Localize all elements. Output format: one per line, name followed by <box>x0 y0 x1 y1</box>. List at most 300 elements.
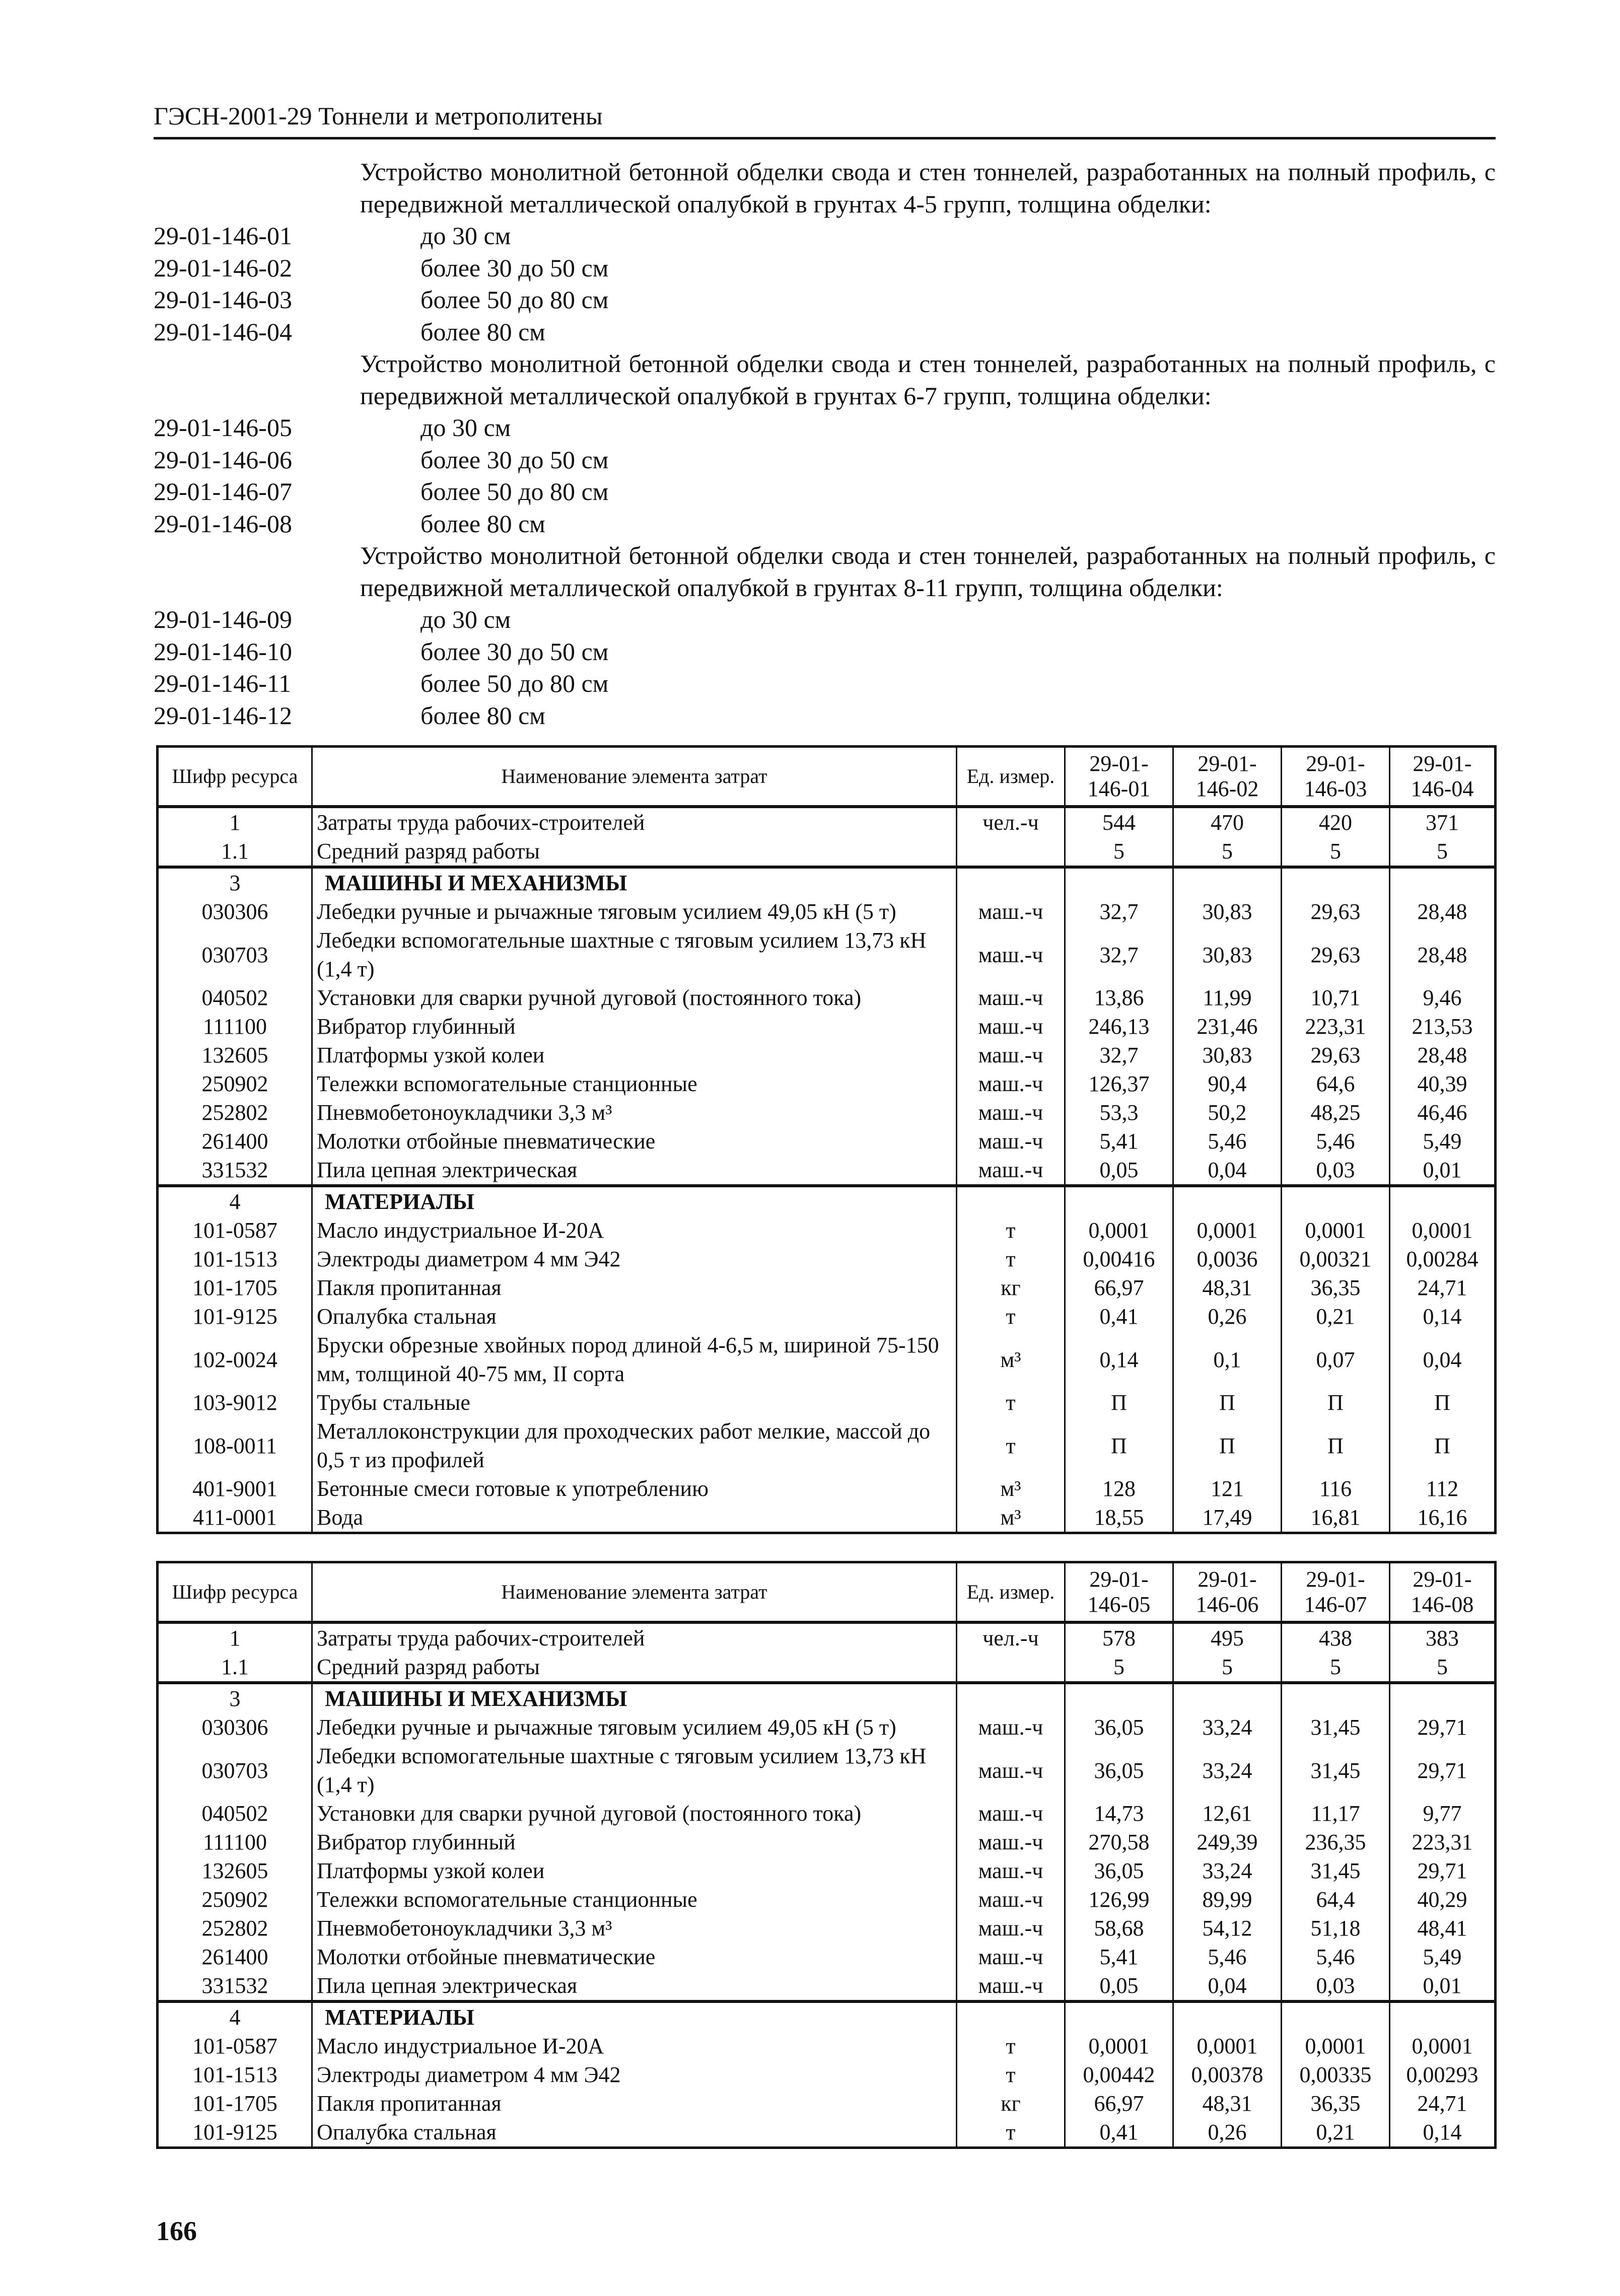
norm-value: 30,83 <box>1173 926 1282 983</box>
header-unit: Ед. измер. <box>957 1562 1065 1623</box>
unit: кг <box>957 1273 1065 1302</box>
norm-value: 0,14 <box>1390 1302 1496 1331</box>
norm-value: 12,61 <box>1173 1799 1282 1828</box>
table-row <box>158 983 1496 1012</box>
table-row <box>158 897 1496 926</box>
norm-value: 29,63 <box>1282 926 1390 983</box>
table-row <box>158 2032 1496 2060</box>
norm-value: 0,00416 <box>1065 1245 1173 1273</box>
norm-value: 249,39 <box>1173 1828 1282 1856</box>
norm-value: 5,49 <box>1390 1127 1496 1156</box>
norm-thickness-label: более 30 до 50 см <box>420 445 609 474</box>
norm-value: 5,46 <box>1173 1127 1282 1156</box>
cost-element-name: Лебедки вспомогательные шахтные с тяговым усилием 13,73 кН (1,4 т) <box>312 1742 957 1799</box>
norm-value: 33,24 <box>1173 1856 1282 1885</box>
cost-element-name: Лебедки вспомогательные шахтные с тяговым усилием 13,73 кН (1,4 т) <box>312 926 957 983</box>
norm-value: 48,31 <box>1173 1273 1282 1302</box>
norm-value: 36,05 <box>1065 1713 1173 1742</box>
unit: маш.-ч <box>957 1069 1065 1098</box>
cost-element-name: Молотки отбойные пневматические <box>312 1943 957 1971</box>
unit <box>957 2001 1065 2032</box>
norm-code: 29-01-146-03 <box>154 285 292 314</box>
norm-value: 5,49 <box>1390 1943 1496 1971</box>
norm-value: 48,41 <box>1390 1914 1496 1943</box>
norm-value <box>1282 867 1390 897</box>
table-row <box>158 2060 1496 2089</box>
unit: маш.-ч <box>957 897 1065 926</box>
resource-code: 250902 <box>158 1069 312 1098</box>
norm-value: 36,35 <box>1282 1273 1390 1302</box>
norm-value: 28,48 <box>1390 926 1496 983</box>
table-row <box>158 926 1496 983</box>
norm-value: 0,0001 <box>1065 1216 1173 1245</box>
norm-value: 0,00378 <box>1173 2060 1282 2089</box>
cost-element-name: Пила цепная электрическая <box>312 1971 957 2001</box>
page-number: 166 <box>156 2216 197 2246</box>
norm-thickness-label: более 50 до 80 см <box>420 285 609 314</box>
norm-value: 29,63 <box>1282 1041 1390 1069</box>
table-row <box>158 1127 1496 1156</box>
cost-element-name: Платформы узкой колеи <box>312 1041 957 1069</box>
norm-value: 28,48 <box>1390 897 1496 926</box>
norm-value <box>1390 867 1496 897</box>
norm-value: П <box>1390 1388 1496 1417</box>
table-row <box>158 1098 1496 1127</box>
header-cost-element-name: Наименование элемента затрат <box>312 747 957 807</box>
norm-value: 66,97 <box>1065 1273 1173 1302</box>
norm-code: 29-01-146-04 <box>154 317 292 346</box>
norm-value: 18,55 <box>1065 1503 1173 1533</box>
table-row <box>158 1943 1496 1971</box>
norm-value: 32,7 <box>1065 897 1173 926</box>
resource-code: 101-1705 <box>158 1273 312 1302</box>
norm-value: 36,05 <box>1065 1742 1173 1799</box>
cost-element-name: Средний разряд работы <box>312 1653 957 1683</box>
table-row <box>158 837 1496 867</box>
norm-item <box>154 284 1496 316</box>
norm-value: П <box>1173 1417 1282 1474</box>
unit <box>957 867 1065 897</box>
norm-value: 31,45 <box>1282 1713 1390 1742</box>
cost-element-name: Бетонные смеси готовые к употреблению <box>312 1474 957 1503</box>
norm-value: 383 <box>1390 1622 1496 1653</box>
table-row <box>158 1653 1496 1683</box>
cost-element-name: МАШИНЫ И МЕХАНИЗМЫ <box>312 1683 957 1713</box>
table-row <box>158 1417 1496 1474</box>
cost-element-name: Масло индустриальное И-20А <box>312 2032 957 2060</box>
resource-code: 102-0024 <box>158 1331 312 1388</box>
table-row <box>158 1156 1496 1186</box>
resource-code: 401-9001 <box>158 1474 312 1503</box>
norm-item <box>154 636 1496 668</box>
resource-code: 111100 <box>158 1012 312 1041</box>
norm-value: 0,00284 <box>1390 1245 1496 1273</box>
norm-value: 9,46 <box>1390 983 1496 1012</box>
norm-value: 0,0001 <box>1173 2032 1282 2060</box>
norm-value: 53,3 <box>1065 1098 1173 1127</box>
unit: маш.-ч <box>957 1828 1065 1856</box>
norm-code: 29-01-146-06 <box>154 445 292 474</box>
header-norm-code: 29-01- 146-05 <box>1065 1562 1173 1623</box>
norm-value <box>1390 2001 1496 2032</box>
cost-element-name: Вода <box>312 1503 957 1533</box>
table-row <box>158 1742 1496 1799</box>
header-norm-code: 29-01- 146-03 <box>1282 747 1390 807</box>
norm-value: 126,37 <box>1065 1069 1173 1098</box>
resource-code: 101-1705 <box>158 2089 312 2118</box>
norm-value: 30,83 <box>1173 897 1282 926</box>
norm-code: 29-01-146-08 <box>154 509 292 538</box>
header-cost-element-name: Наименование элемента затрат <box>312 1562 957 1623</box>
cost-element-name: Лебедки ручные и рычажные тяговым усилием 49,05 кН (5 т) <box>312 897 957 926</box>
norm-value: 5 <box>1065 1653 1173 1683</box>
norm-value: 40,39 <box>1390 1069 1496 1098</box>
unit <box>957 1186 1065 1216</box>
cost-element-name: Пила цепная электрическая <box>312 1156 957 1186</box>
cost-element-name: Вибратор глубинный <box>312 1012 957 1041</box>
norm-item <box>154 444 1496 476</box>
norm-value: 0,0001 <box>1390 1216 1496 1245</box>
unit: т <box>957 1417 1065 1474</box>
norm-value: 33,24 <box>1173 1713 1282 1742</box>
resource-code: 3 <box>158 867 312 897</box>
unit: т <box>957 2032 1065 2060</box>
norm-value: 0,21 <box>1282 2118 1390 2148</box>
unit: м³ <box>957 1474 1065 1503</box>
resource-code: 4 <box>158 2001 312 2032</box>
header-norm-code: 29-01- 146-01 <box>1065 747 1173 807</box>
table-row <box>158 1041 1496 1069</box>
unit: маш.-ч <box>957 1156 1065 1186</box>
cost-element-name: Опалубка стальная <box>312 2118 957 2148</box>
norm-value: 0,1 <box>1173 1331 1282 1388</box>
norm-value: 5 <box>1390 837 1496 867</box>
resource-code: 030306 <box>158 897 312 926</box>
norm-value: 223,31 <box>1282 1012 1390 1041</box>
table-row <box>158 1828 1496 1856</box>
resource-code: 040502 <box>158 983 312 1012</box>
unit: т <box>957 1302 1065 1331</box>
norm-value: 14,73 <box>1065 1799 1173 1828</box>
resource-code: 111100 <box>158 1828 312 1856</box>
norm-value: 5,46 <box>1282 1943 1390 1971</box>
table-row <box>158 1012 1496 1041</box>
norm-group-description: Устройство монолитной бетонной обделки свода и стен тоннелей, разработанных на полный профиль, с передвижной металлической опалубкой в грунтах 8-11 групп, толщина обделки: <box>360 541 1496 602</box>
section-row <box>158 2001 1496 2032</box>
norm-value <box>1390 1186 1496 1216</box>
table-header-row <box>158 747 1496 807</box>
unit: маш.-ч <box>957 1713 1065 1742</box>
norm-value: 58,68 <box>1065 1914 1173 1943</box>
norm-thickness-label: более 80 см <box>420 701 545 730</box>
cost-element-name: Лебедки ручные и рычажные тяговым усилием 49,05 кН (5 т) <box>312 1713 957 1742</box>
norm-value: 5,46 <box>1173 1943 1282 1971</box>
norm-value: 0,01 <box>1390 1156 1496 1186</box>
norm-group-description: Устройство монолитной бетонной обделки свода и стен тоннелей, разработанных на полный профиль, с передвижной металлической опалубкой в грунтах 6-7 групп, толщина обделки: <box>360 349 1496 410</box>
resource-code: 250902 <box>158 1885 312 1914</box>
resource-code: 101-9125 <box>158 1302 312 1331</box>
norm-value <box>1065 1186 1173 1216</box>
norm-item <box>154 476 1496 508</box>
table-row <box>158 1856 1496 1885</box>
norm-value: 121 <box>1173 1474 1282 1503</box>
cost-element-name: Установки для сварки ручной дуговой (постоянного тока) <box>312 1799 957 1828</box>
resource-code: 261400 <box>158 1127 312 1156</box>
unit: м³ <box>957 1503 1065 1533</box>
norm-thickness-label: более 50 до 80 см <box>420 669 609 697</box>
norm-value: 32,7 <box>1065 926 1173 983</box>
cost-element-name: Вибратор глубинный <box>312 1828 957 1856</box>
unit: маш.-ч <box>957 1041 1065 1069</box>
unit: чел.-ч <box>957 807 1065 837</box>
resource-code: 030703 <box>158 1742 312 1799</box>
cost-element-name: Установки для сварки ручной дуговой (постоянного тока) <box>312 983 957 1012</box>
cost-element-name: Пневмобетоноукладчики 3,3 м³ <box>312 1098 957 1127</box>
norm-value <box>1173 2001 1282 2032</box>
norm-value: 0,0001 <box>1282 1216 1390 1245</box>
norm-value: 0,0001 <box>1282 2032 1390 2060</box>
resource-code: 1 <box>158 1622 312 1653</box>
resource-code: 101-0587 <box>158 2032 312 2060</box>
resource-code: 103-9012 <box>158 1388 312 1417</box>
norm-value: 0,03 <box>1282 1156 1390 1186</box>
resource-code: 411-0001 <box>158 1503 312 1533</box>
cost-element-name: Масло индустриальное И-20А <box>312 1216 957 1245</box>
cost-element-name: МАШИНЫ И МЕХАНИЗМЫ <box>312 867 957 897</box>
norm-thickness-label: более 30 до 50 см <box>420 253 609 282</box>
norm-value: 246,13 <box>1065 1012 1173 1041</box>
unit: м³ <box>957 1331 1065 1388</box>
norm-code: 29-01-146-11 <box>154 669 292 697</box>
unit: маш.-ч <box>957 1127 1065 1156</box>
norm-value: 5,41 <box>1065 1127 1173 1156</box>
section-row <box>158 1683 1496 1713</box>
norm-value: 0,07 <box>1282 1331 1390 1388</box>
resource-code: 3 <box>158 1683 312 1713</box>
norm-value: 578 <box>1065 1622 1173 1653</box>
resource-code: 4 <box>158 1186 312 1216</box>
norm-value: 89,99 <box>1173 1885 1282 1914</box>
cost-element-name: Электроды диаметром 4 мм Э42 <box>312 1245 957 1273</box>
cost-element-name: Молотки отбойные пневматические <box>312 1127 957 1156</box>
resource-code: 040502 <box>158 1799 312 1828</box>
norm-value: 31,45 <box>1282 1856 1390 1885</box>
norm-value <box>1065 1683 1173 1713</box>
unit <box>957 837 1065 867</box>
norm-group-description: Устройство монолитной бетонной обделки свода и стен тоннелей, разработанных на полный профиль, с передвижной металлической опалубкой в грунтах 4-5 групп, толщина обделки: <box>360 158 1496 218</box>
norm-thickness-label: до 30 см <box>420 413 511 442</box>
norm-code: 29-01-146-12 <box>154 701 292 730</box>
norm-value: 112 <box>1390 1474 1496 1503</box>
table-row <box>158 807 1496 837</box>
unit: т <box>957 2060 1065 2089</box>
norm-value: 0,26 <box>1173 2118 1282 2148</box>
cost-element-name: МАТЕРИАЛЫ <box>312 1186 957 1216</box>
norm-value: 29,71 <box>1390 1856 1496 1885</box>
table-row <box>158 1245 1496 1273</box>
norm-value: 5,41 <box>1065 1943 1173 1971</box>
resource-code: 101-1513 <box>158 2060 312 2089</box>
unit: маш.-ч <box>957 926 1065 983</box>
resource-code: 030703 <box>158 926 312 983</box>
norm-value: 0,04 <box>1173 1156 1282 1186</box>
table-row <box>158 1622 1496 1653</box>
table-row <box>158 1273 1496 1302</box>
norm-value: 51,18 <box>1282 1914 1390 1943</box>
norm-value: 126,99 <box>1065 1885 1173 1914</box>
norm-value: 40,29 <box>1390 1885 1496 1914</box>
norm-value <box>1173 1186 1282 1216</box>
resource-code: 1.1 <box>158 837 312 867</box>
norm-value: 64,4 <box>1282 1885 1390 1914</box>
unit: чел.-ч <box>957 1622 1065 1653</box>
unit: маш.-ч <box>957 1012 1065 1041</box>
norm-thickness-label: более 80 см <box>420 317 545 346</box>
norm-value: 231,46 <box>1173 1012 1282 1041</box>
norm-value: П <box>1282 1417 1390 1474</box>
norm-value: 236,35 <box>1282 1828 1390 1856</box>
table-row <box>158 1388 1496 1417</box>
norm-value: П <box>1065 1417 1173 1474</box>
norm-value: 128 <box>1065 1474 1173 1503</box>
resource-code: 1 <box>158 807 312 837</box>
unit: маш.-ч <box>957 1098 1065 1127</box>
norm-value: 5,46 <box>1282 1127 1390 1156</box>
header-norm-code: 29-01- 146-06 <box>1173 1562 1282 1623</box>
table-row <box>158 1069 1496 1098</box>
norm-value: 0,14 <box>1390 2118 1496 2148</box>
resource-code: 101-9125 <box>158 2118 312 2148</box>
norm-value: 0,41 <box>1065 1302 1173 1331</box>
norm-value: 0,05 <box>1065 1971 1173 2001</box>
resource-code: 331532 <box>158 1156 312 1186</box>
norm-value: П <box>1173 1388 1282 1417</box>
norm-value: 36,05 <box>1065 1856 1173 1885</box>
table-row <box>158 1302 1496 1331</box>
norm-value: 438 <box>1282 1622 1390 1653</box>
table-row <box>158 1216 1496 1245</box>
norm-value: 46,46 <box>1390 1098 1496 1127</box>
unit: т <box>957 1388 1065 1417</box>
norm-value: 66,97 <box>1065 2089 1173 2118</box>
norm-value: 420 <box>1282 807 1390 837</box>
norm-value: 10,71 <box>1282 983 1390 1012</box>
table-row <box>158 1885 1496 1914</box>
norm-value: 213,53 <box>1390 1012 1496 1041</box>
header-norm-code: 29-01- 146-08 <box>1390 1562 1496 1623</box>
norm-value <box>1282 1683 1390 1713</box>
norm-thickness-label: до 30 см <box>420 605 511 633</box>
resource-code: 252802 <box>158 1098 312 1127</box>
norm-value: П <box>1282 1388 1390 1417</box>
cost-element-name: Пакля пропитанная <box>312 2089 957 2118</box>
header-unit: Ед. измер. <box>957 747 1065 807</box>
unit: маш.-ч <box>957 1971 1065 2001</box>
norm-thickness-label: до 30 см <box>420 222 511 250</box>
norm-value <box>1390 1683 1496 1713</box>
table-row <box>158 2089 1496 2118</box>
norm-value: 30,83 <box>1173 1041 1282 1069</box>
table-header-row <box>158 1562 1496 1623</box>
header-resource-code: Шифр ресурса <box>158 747 312 807</box>
cost-element-name: Пневмобетоноукладчики 3,3 м³ <box>312 1914 957 1943</box>
norm-value <box>1065 2001 1173 2032</box>
resource-code: 261400 <box>158 1943 312 1971</box>
norm-thickness-label: более 80 см <box>420 509 545 538</box>
section-row <box>158 867 1496 897</box>
resource-table-1 <box>156 745 1497 1534</box>
norm-value: 31,45 <box>1282 1742 1390 1799</box>
cost-element-name: Средний разряд работы <box>312 837 957 867</box>
norm-value: 544 <box>1065 807 1173 837</box>
norm-item <box>154 252 1496 284</box>
norm-value: 13,86 <box>1065 983 1173 1012</box>
unit: маш.-ч <box>957 1856 1065 1885</box>
norm-value: 0,0036 <box>1173 1245 1282 1273</box>
norm-item <box>154 412 1496 444</box>
norm-thickness-label: более 50 до 80 см <box>420 477 609 506</box>
norm-value <box>1282 2001 1390 2032</box>
norm-value: 29,63 <box>1282 897 1390 926</box>
norm-value: 0,0001 <box>1065 2032 1173 2060</box>
norm-value: 24,71 <box>1390 2089 1496 2118</box>
norm-value: 495 <box>1173 1622 1282 1653</box>
norm-descriptions <box>154 156 1496 732</box>
table-row <box>158 1713 1496 1742</box>
norm-value: 270,58 <box>1065 1828 1173 1856</box>
norm-value: 64,6 <box>1282 1069 1390 1098</box>
norm-code: 29-01-146-02 <box>154 253 292 282</box>
norm-value: 0,01 <box>1390 1971 1496 2001</box>
norm-item <box>154 220 1496 252</box>
unit: т <box>957 1216 1065 1245</box>
resource-table-2 <box>156 1561 1497 2149</box>
norm-value: П <box>1065 1388 1173 1417</box>
cost-element-name: Бруски обрезные хвойных пород длиной 4-6,5 м, шириной 75-150 мм, толщиной 40-75 мм, II сорта <box>312 1331 957 1388</box>
norm-code: 29-01-146-05 <box>154 413 292 442</box>
cost-element-name: Затраты труда рабочих-строителей <box>312 807 957 837</box>
norm-value: 0,21 <box>1282 1302 1390 1331</box>
resource-code: 101-0587 <box>158 1216 312 1245</box>
resource-code: 132605 <box>158 1041 312 1069</box>
norm-item <box>154 668 1496 700</box>
header-resource-code: Шифр ресурса <box>158 1562 312 1623</box>
norm-value: 0,04 <box>1390 1331 1496 1388</box>
unit: т <box>957 1245 1065 1273</box>
norm-value: 24,71 <box>1390 1273 1496 1302</box>
table-row <box>158 2118 1496 2148</box>
norm-value: 5 <box>1282 1653 1390 1683</box>
norm-value: 223,31 <box>1390 1828 1496 1856</box>
resource-code: 252802 <box>158 1914 312 1943</box>
norm-value: 48,31 <box>1173 2089 1282 2118</box>
unit: маш.-ч <box>957 1914 1065 1943</box>
norm-value <box>1173 1683 1282 1713</box>
norm-value <box>1173 867 1282 897</box>
norm-value: 0,14 <box>1065 1331 1173 1388</box>
table-row <box>158 1914 1496 1943</box>
cost-element-name: МАТЕРИАЛЫ <box>312 2001 957 2032</box>
norm-value: П <box>1390 1417 1496 1474</box>
norm-value: 5 <box>1065 837 1173 867</box>
norm-code: 29-01-146-10 <box>154 637 292 666</box>
norm-code: 29-01-146-01 <box>154 222 292 250</box>
norm-value: 0,00321 <box>1282 1245 1390 1273</box>
norm-value: 29,71 <box>1390 1713 1496 1742</box>
norm-value: 9,77 <box>1390 1799 1496 1828</box>
norm-value: 0,00293 <box>1390 2060 1496 2089</box>
norm-value: 11,17 <box>1282 1799 1390 1828</box>
